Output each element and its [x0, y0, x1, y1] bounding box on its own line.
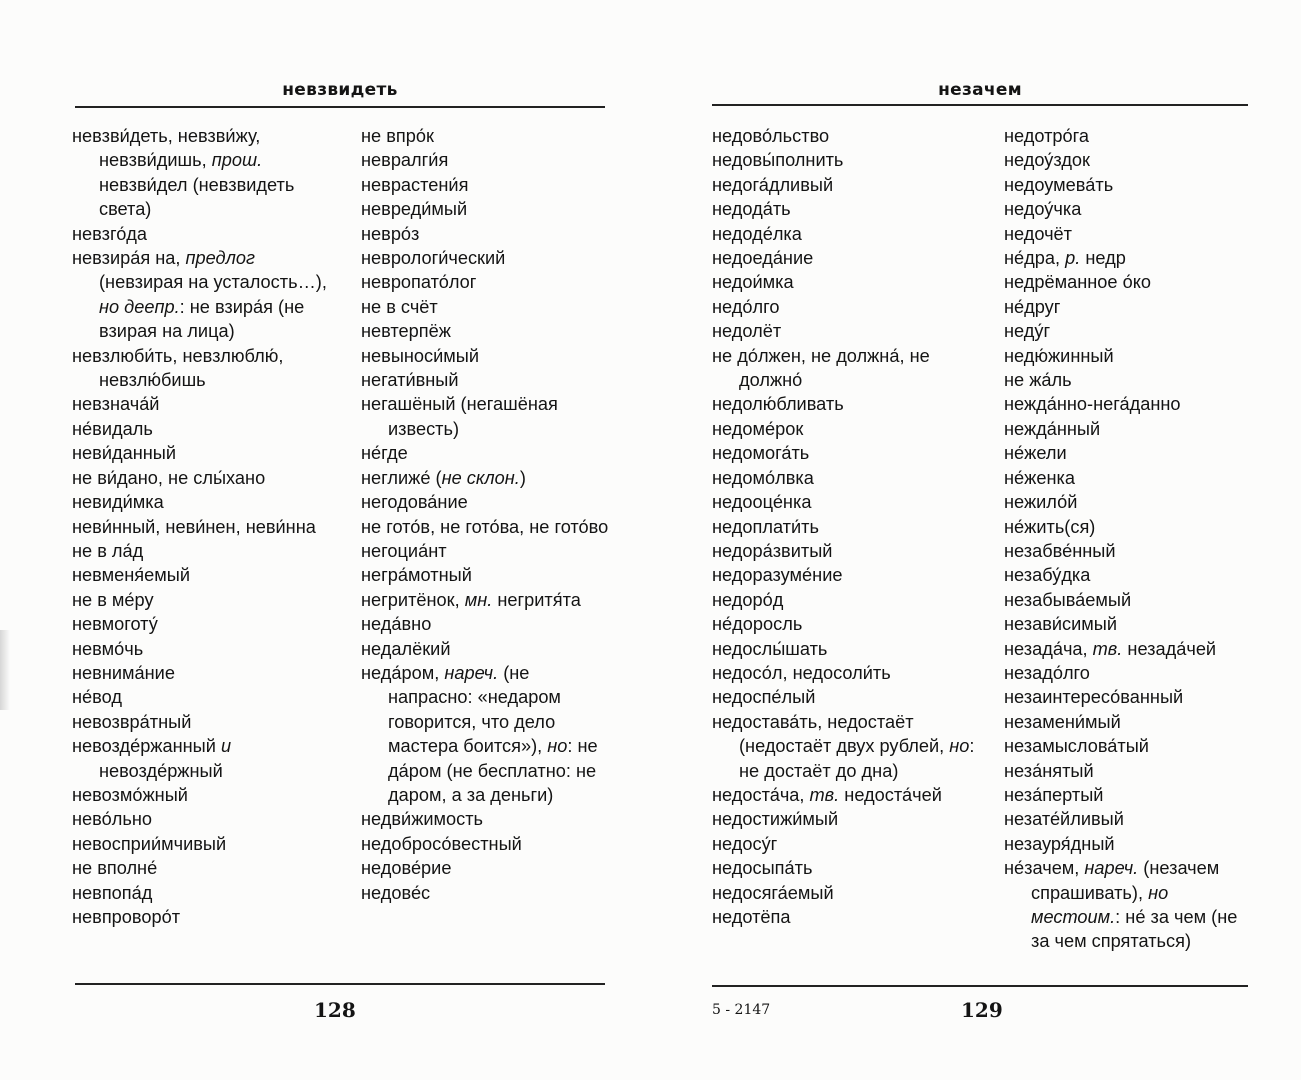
dictionary-entry: [712, 270, 984, 294]
dictionary-entry: [72, 392, 342, 416]
entry-text: незамыслова́тый: [1004, 736, 1149, 757]
entry-grammar-note: р.: [1065, 248, 1081, 269]
entry-text: недолю́бливать: [712, 394, 844, 415]
dictionary-entry: [361, 539, 611, 563]
dictionary-entry: [1004, 661, 1249, 685]
dictionary-entry: [1004, 173, 1249, 197]
dictionary-entry: [712, 612, 984, 636]
entry-text: недои́мка: [712, 272, 794, 293]
entry-text: недви́жимость: [361, 809, 484, 830]
dictionary-entry: [361, 637, 611, 661]
entry-text: не́где: [361, 443, 408, 464]
dictionary-entry: [72, 905, 342, 929]
dictionary-entry: [361, 124, 611, 148]
dictionary-entry: [1004, 612, 1249, 636]
entry-text: незабыва́емый: [1004, 589, 1132, 610]
entry-text: недоумева́ть: [1004, 174, 1114, 195]
entry-text: невреди́мый: [361, 199, 468, 220]
entry-text: негати́вный: [361, 370, 459, 391]
dictionary-entry: [72, 881, 342, 905]
dictionary-entry: [1004, 832, 1249, 856]
dictionary-entry: [361, 832, 611, 856]
dictionary-entry: [361, 295, 611, 319]
entry-text: не́зачем,: [1004, 858, 1085, 879]
entry-text: не́вод: [72, 687, 122, 708]
entry-column-2: [361, 124, 611, 905]
entry-text: не́друг: [1004, 296, 1061, 317]
entry-text: невтерпёж: [361, 321, 451, 342]
dictionary-entry: [1004, 124, 1249, 148]
entry-text: невмоготу́: [72, 614, 158, 635]
entry-text: (незачем спрашивать),: [1031, 858, 1220, 903]
entry-text: невосприи́мчивый: [72, 833, 227, 854]
entry-text: недочёт: [1004, 223, 1073, 244]
entry-text: невмо́чь: [72, 638, 144, 659]
entry-text: недолёт: [712, 321, 782, 342]
dictionary-entry: [1004, 807, 1249, 831]
page-number: 128: [314, 998, 356, 1022]
entry-text: негра́мотный: [361, 565, 472, 586]
entry-text: недоро́д: [712, 589, 784, 610]
page-header: незачем: [938, 80, 1022, 100]
entry-text: недосяга́емый: [712, 882, 834, 903]
dictionary-entry: [712, 417, 984, 441]
entry-text: недобросо́вестный: [361, 833, 522, 854]
dictionary-entry: [1004, 392, 1249, 416]
entry-text: негоциа́нт: [361, 540, 447, 561]
entry-text: неду́г: [1004, 321, 1051, 342]
dictionary-entry: [712, 539, 984, 563]
entry-text: не́женка: [1004, 467, 1075, 488]
binding-shadow: [0, 630, 10, 710]
entry-grammar-note: мн.: [464, 589, 493, 610]
dictionary-entry: [712, 783, 984, 807]
dictionary-entry: [72, 563, 342, 587]
dictionary-entry: [361, 392, 611, 441]
entry-text: недоу́чка: [1004, 199, 1082, 220]
entry-text: неза́пертый: [1004, 784, 1104, 805]
page-number: 129: [961, 998, 1003, 1022]
entry-text: недосо́л, недосоли́ть: [712, 662, 891, 683]
entry-text: не в ме́ру: [72, 589, 154, 610]
dictionary-entry: [1004, 344, 1249, 368]
dictionary-entry: [72, 246, 342, 344]
dictionary-entry: [1004, 685, 1249, 709]
entry-text: невзира́я на,: [72, 248, 186, 269]
entry-text: невозде́ржанный: [72, 736, 221, 757]
entry-text: негритя́та: [492, 589, 581, 610]
entry-text: неза́нятый: [1004, 760, 1094, 781]
entry-text: недоспе́лый: [712, 687, 816, 708]
entry-text: не впро́к: [361, 126, 434, 146]
dictionary-entry: [712, 661, 984, 685]
entry-grammar-note: но деепр.: [99, 296, 180, 317]
entry-text: невозвра́тный: [72, 711, 192, 732]
entry-text: недю́жинный: [1004, 345, 1114, 366]
dictionary-entry: [361, 173, 611, 197]
entry-text: недостижи́мый: [712, 809, 839, 830]
entry-text: не жа́ль: [1004, 370, 1072, 391]
dictionary-entry: [361, 270, 611, 294]
dictionary-entry: [1004, 417, 1249, 441]
dictionary-entry: [1004, 319, 1249, 343]
entry-text: : не да́ром (не бесплатно: не даром, а за деньги): [388, 736, 598, 805]
dictionary-entry: [72, 856, 342, 880]
dictionary-entry: [1004, 490, 1249, 514]
entry-text: невзлюби́ть, невзлюблю́, невзлю́бишь: [72, 345, 284, 391]
entry-grammar-note: нареч.: [1084, 858, 1139, 879]
entry-text: недове́с: [361, 882, 431, 903]
dictionary-entry: [712, 148, 984, 172]
entry-text: недода́ть: [712, 199, 791, 220]
entry-text: невпроворо́т: [72, 907, 181, 927]
entry-text: не гото́в, не гото́ва, не гото́во: [361, 516, 609, 537]
entry-text: недосыпа́ть: [712, 858, 813, 879]
dictionary-entry: [712, 197, 984, 221]
dictionary-entry: [72, 832, 342, 856]
dictionary-entry: [1004, 539, 1249, 563]
dictionary-entry: [72, 807, 342, 831]
entry-text: невро́з: [361, 223, 420, 244]
entry-text: не в ла́д: [72, 540, 144, 561]
entry-text: недоста́ча,: [712, 784, 810, 805]
entry-text: неглиже́ (: [361, 467, 442, 488]
dictionary-entry: [361, 612, 611, 636]
entry-grammar-note: тв.: [1092, 638, 1123, 659]
entry-text: невпопа́д: [72, 882, 153, 903]
dictionary-entry: [1004, 588, 1249, 612]
entry-text: : не́ за чем (не за чем спрятаться): [1031, 907, 1238, 952]
entry-grammar-note: прош.: [211, 150, 263, 171]
dictionary-entry: [361, 490, 611, 514]
dictionary-entry: [1004, 441, 1249, 465]
entry-text: нежда́нно-нега́данно: [1004, 394, 1181, 415]
entry-text: незамени́мый: [1004, 711, 1121, 732]
entry-text: недо́лго: [712, 296, 780, 317]
entry-grammar-note: но местоим.: [1031, 882, 1169, 927]
dictionary-entry: [712, 905, 984, 929]
dictionary-entry: [712, 807, 984, 831]
dictionary-entry: [361, 222, 611, 246]
dictionary-entry: [1004, 466, 1249, 490]
dictionary-entry: [712, 466, 984, 490]
entry-text: невзви́дел (невзвидеть света): [99, 174, 295, 220]
entry-text: невзго́да: [72, 223, 148, 244]
entry-text: недоразуме́ние: [712, 565, 843, 586]
entry-text: незаинтересо́ванный: [1004, 687, 1184, 708]
entry-text: недалёкий: [361, 638, 451, 659]
dictionary-entry: [361, 197, 611, 221]
dictionary-entry: [712, 222, 984, 246]
dictionary-entry: [72, 783, 342, 807]
entry-grammar-note: но: [949, 736, 970, 757]
dictionary-entry: [1004, 637, 1249, 661]
entry-text: недосу́г: [712, 833, 778, 854]
dictionary-entry: [72, 661, 342, 685]
printer-signature: 5 - 2147: [712, 1002, 771, 1018]
dictionary-entry: [72, 344, 342, 393]
entry-text: не до́лжен, не должна́, не должно́: [712, 345, 930, 391]
entry-text: недотро́га: [1004, 126, 1089, 146]
dictionary-entry: [361, 588, 611, 612]
dictionary-entry: [361, 148, 611, 172]
entry-grammar-note: и: [220, 736, 232, 757]
dictionary-entry: [712, 710, 984, 783]
dictionary-entry: [361, 881, 611, 905]
dictionary-entry: [712, 637, 984, 661]
entry-text: невзви́деть, невзви́жу, невзви́дишь,: [72, 126, 261, 171]
dictionary-entry: [361, 441, 611, 465]
entry-text: не́жели: [1004, 443, 1067, 464]
entry-text: не ви́дано, не слы́хано: [72, 467, 266, 488]
dictionary-entry: [72, 417, 342, 441]
dictionary-entry: [361, 368, 611, 392]
entry-column-2: [1004, 124, 1249, 954]
dictionary-entry: [1004, 368, 1249, 392]
dictionary-entry: [712, 392, 984, 416]
dictionary-entry: [712, 173, 984, 197]
dictionary-entry: [1004, 222, 1249, 246]
entry-text: неда́ром,: [361, 662, 445, 683]
entry-grammar-note: тв.: [809, 784, 840, 805]
dictionary-entry: [72, 710, 342, 734]
dictionary-entry: [72, 490, 342, 514]
dictionary-entry: [361, 466, 611, 490]
header-rule: [75, 106, 605, 108]
entry-text: недомо́лвка: [712, 467, 814, 488]
dictionary-entry: [361, 246, 611, 270]
entry-text: : не взира́я (не взирая на лица): [99, 296, 305, 342]
entry-text: не́дра,: [1004, 248, 1066, 269]
entry-grammar-note: предлог: [185, 248, 255, 269]
entry-text: неврологи́ческий: [361, 248, 506, 269]
dictionary-entry: [361, 344, 611, 368]
entry-text: негодова́ние: [361, 492, 468, 513]
dictionary-entry: [1004, 197, 1249, 221]
dictionary-entry: [712, 246, 984, 270]
dictionary-entry: [1004, 734, 1249, 758]
entry-text: (не напрасно: «недаром говорится, что дело мастера боится»),: [388, 662, 561, 757]
entry-text: недове́рие: [361, 858, 452, 879]
entry-text: недога́дливый: [712, 174, 834, 195]
dictionary-entry: [712, 563, 984, 587]
dictionary-entry: [712, 685, 984, 709]
dictionary-entry: [712, 490, 984, 514]
entry-text: недотёпа: [712, 907, 791, 927]
entry-grammar-note: нареч.: [444, 662, 499, 683]
dictionary-entry: [712, 515, 984, 539]
dictionary-entry: [361, 661, 611, 807]
dictionary-entry: [1004, 563, 1249, 587]
entry-text: недовы́полнить: [712, 150, 844, 171]
page-header: невзвидеть: [282, 80, 398, 100]
entry-text: невиди́мка: [72, 492, 164, 513]
dictionary-entry: [1004, 515, 1249, 539]
header-rule: [712, 104, 1248, 106]
entry-text: невозмо́жный: [72, 784, 188, 805]
entry-text: не́жить(ся): [1004, 516, 1096, 537]
dictionary-entry: [72, 612, 342, 636]
entry-text: невозде́ржный: [99, 760, 223, 781]
entry-grammar-note: не склон.: [441, 467, 520, 488]
entry-text: нежило́й: [1004, 492, 1078, 513]
dictionary-entry: [1004, 856, 1249, 954]
dictionary-entry: [72, 441, 342, 465]
entry-text: нежда́нный: [1004, 418, 1101, 439]
entry-column-1: [72, 124, 342, 929]
dictionary-entry: [1004, 148, 1249, 172]
entry-text: незабве́нный: [1004, 540, 1116, 561]
entry-text: (невзирая на усталость…),: [99, 272, 327, 293]
entry-text: нево́льно: [72, 809, 152, 830]
dictionary-entry: [1004, 783, 1249, 807]
entry-text: незабу́дка: [1004, 565, 1091, 586]
entry-text: невнима́ние: [72, 662, 175, 683]
dictionary-entry: [72, 515, 342, 539]
entry-text: невралги́я: [361, 150, 449, 171]
entry-text: недрёманное о́ко: [1004, 272, 1151, 293]
dictionary-entry: [1004, 710, 1249, 734]
dictionary-entry: [361, 319, 611, 343]
entry-text: незави́симый: [1004, 614, 1118, 635]
dictionary-entry: [712, 881, 984, 905]
entry-text: неви́данный: [72, 443, 177, 464]
entry-text: недр: [1080, 248, 1126, 269]
dictionary-entry: [72, 124, 342, 222]
entry-text: недора́звитый: [712, 540, 833, 561]
dictionary-entry: [361, 856, 611, 880]
dictionary-entry: [72, 539, 342, 563]
entry-text: недооце́нка: [712, 492, 812, 513]
entry-text: неви́нный, неви́нен, неви́нна: [72, 516, 316, 537]
entry-text: недоеда́ние: [712, 248, 814, 269]
entry-text: незада́чей: [1122, 638, 1217, 659]
entry-text: не вполне́: [72, 858, 158, 879]
entry-text: не́видаль: [72, 418, 153, 439]
dictionary-entry: [712, 441, 984, 465]
entry-text: недоста́чей: [839, 784, 942, 805]
footer-rule: [712, 985, 1248, 987]
entry-text: недоде́лка: [712, 223, 802, 244]
dictionary-entry: [72, 685, 342, 709]
entry-text: : не достаёт до дна): [739, 736, 975, 781]
entry-text: неврастени́я: [361, 174, 469, 195]
dictionary-entry: [712, 588, 984, 612]
dictionary-entry: [72, 222, 342, 246]
dictionary-entry: [72, 734, 342, 783]
dictionary-entry: [1004, 246, 1249, 270]
dictionary-entry: [712, 295, 984, 319]
dictionary-entry: [712, 832, 984, 856]
entry-text: не в счёт: [361, 296, 438, 317]
footer-rule: [75, 983, 605, 985]
entry-text: невзнача́й: [72, 394, 160, 415]
entry-grammar-note: но: [547, 736, 568, 757]
dictionary-entry: [712, 124, 984, 148]
dictionary-entry: [361, 563, 611, 587]
dictionary-entry: [1004, 295, 1249, 319]
entry-text: недослы́шать: [712, 638, 828, 659]
dictionary-entry: [72, 588, 342, 612]
entry-text: недово́льство: [712, 126, 830, 146]
entry-text: негашёный (негашёная известь): [361, 394, 558, 439]
dictionary-entry: [72, 466, 342, 490]
dictionary-entry: [72, 637, 342, 661]
entry-text: незада́ча,: [1004, 638, 1093, 659]
dictionary-entry: [712, 856, 984, 880]
entry-text: не́доросль: [712, 614, 803, 635]
entry-column-1: [712, 124, 984, 929]
entry-text: негритёнок,: [361, 589, 465, 610]
entry-text: ): [519, 467, 526, 488]
entry-text: невменя́емый: [72, 565, 190, 586]
dictionary-entry: [1004, 759, 1249, 783]
entry-text: недомога́ть: [712, 443, 810, 464]
right-page: [650, 0, 1301, 1080]
dictionary-entry: [712, 344, 984, 393]
dictionary-entry: [1004, 270, 1249, 294]
dictionary-entry: [361, 515, 611, 539]
entry-text: недоплати́ть: [712, 516, 819, 537]
entry-text: незауря́дный: [1004, 833, 1115, 854]
entry-text: недоу́здок: [1004, 150, 1090, 171]
entry-text: незате́йливый: [1004, 809, 1124, 830]
entry-text: незадо́лго: [1004, 662, 1090, 683]
entry-text: неда́вно: [361, 614, 432, 635]
entry-text: невыноси́мый: [361, 345, 480, 366]
entry-text: недоме́рок: [712, 418, 804, 439]
entry-text: недостава́ть, недостаёт (недостаёт двух рублей,: [712, 711, 950, 757]
dictionary-entry: [712, 319, 984, 343]
left-page: [0, 0, 650, 1080]
dictionary-entry: [361, 807, 611, 831]
entry-text: невропато́лог: [361, 272, 477, 293]
